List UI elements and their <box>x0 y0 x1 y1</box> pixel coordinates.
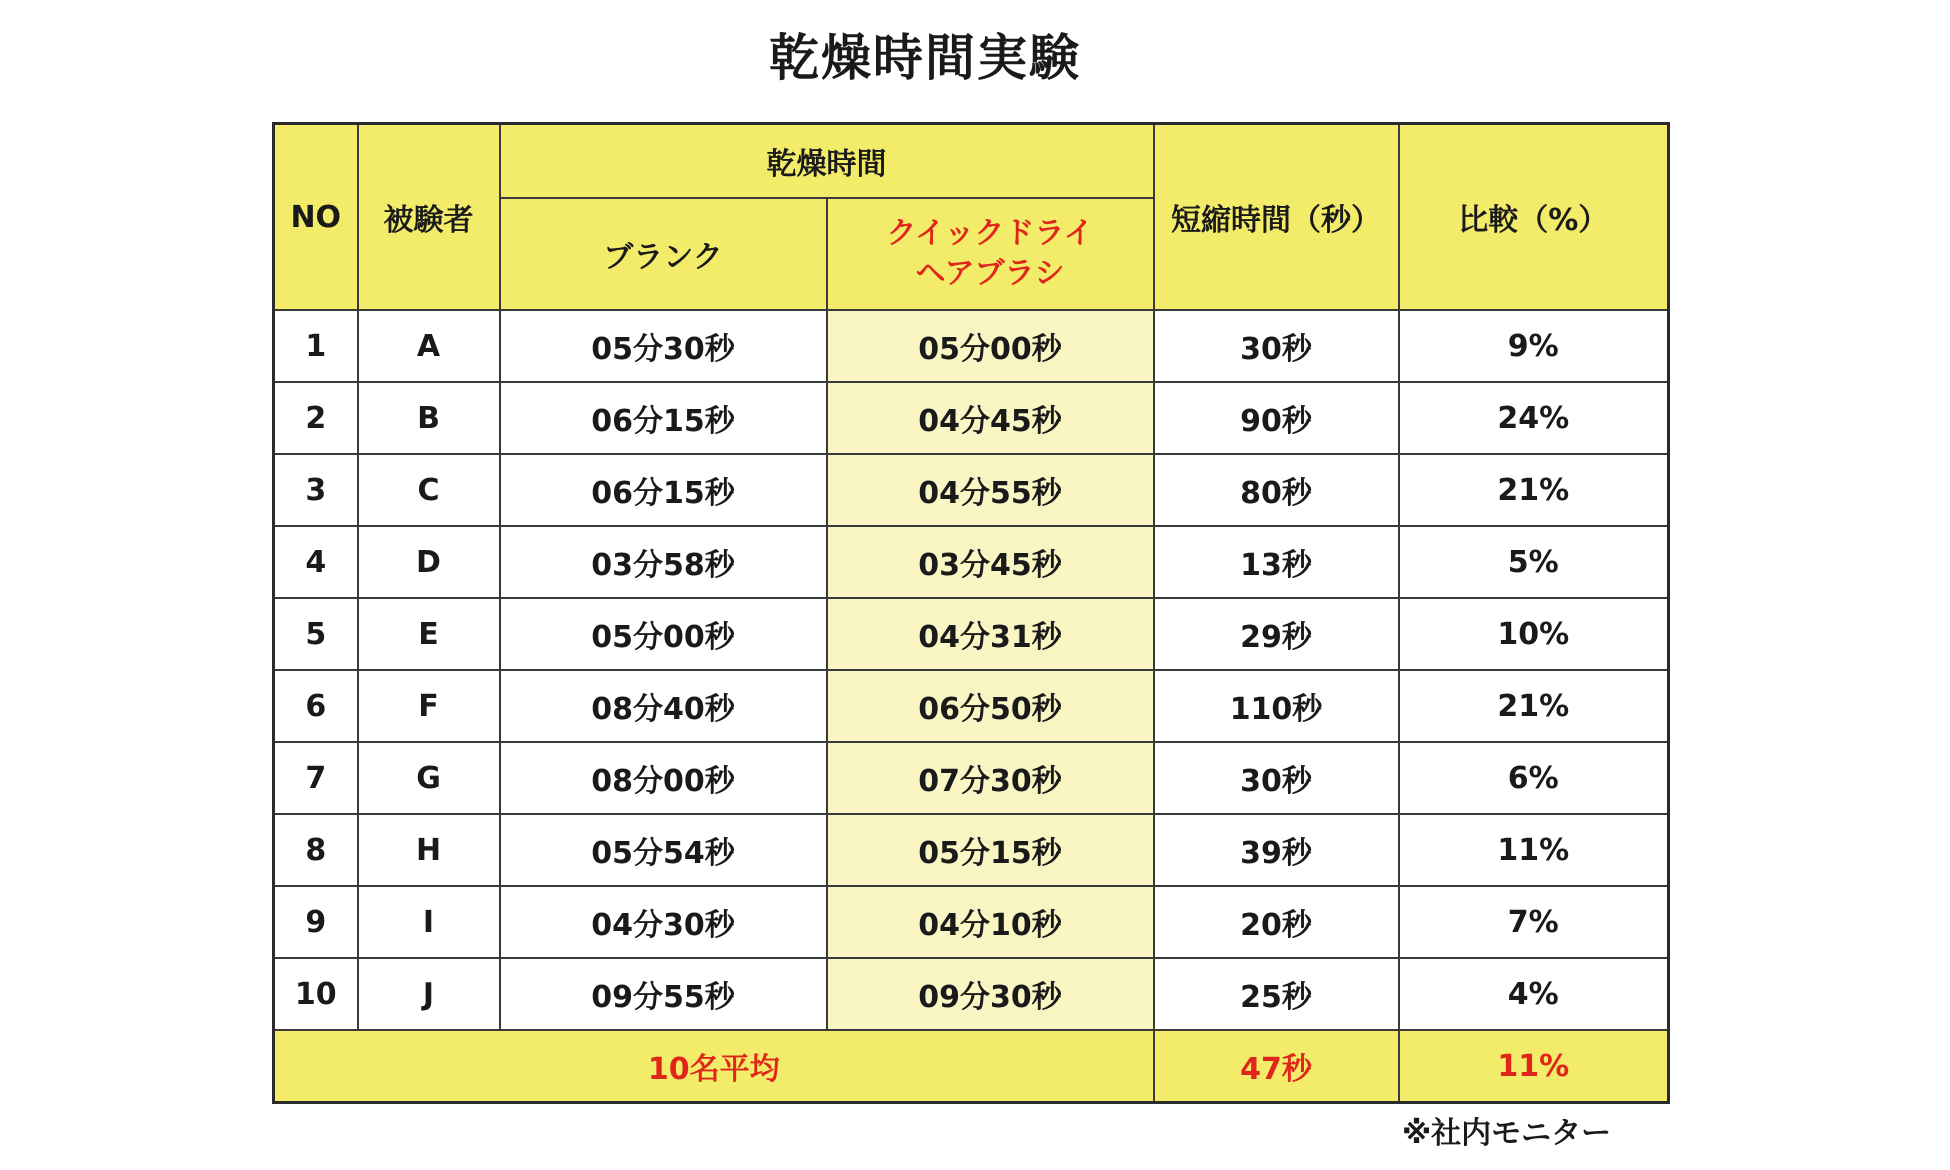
header-subject: 被験者 <box>358 124 500 311</box>
cell-comparison: 5% <box>1399 526 1669 598</box>
table-body <box>274 310 1669 1030</box>
cell-quickdry: 05分00秒 <box>827 310 1154 382</box>
cell-reduction: 39秒 <box>1154 814 1399 886</box>
cell-quickdry: 04分31秒 <box>827 598 1154 670</box>
cell-reduction: 90秒 <box>1154 382 1399 454</box>
cell-no: 5 <box>274 598 358 670</box>
cell-quickdry: 04分10秒 <box>827 886 1154 958</box>
footnote: ※社内モニター <box>1402 1116 1612 1151</box>
cell-no: 10 <box>274 958 358 1030</box>
cell-quickdry: 05分15秒 <box>827 814 1154 886</box>
cell-blank: 06分15秒 <box>500 454 827 526</box>
header-reduction: 短縮時間（秒） <box>1154 124 1399 311</box>
cell-quickdry: 09分30秒 <box>827 958 1154 1030</box>
cell-quickdry: 04分45秒 <box>827 382 1154 454</box>
cell-comparison: 11% <box>1399 814 1669 886</box>
average-label: 10名平均 <box>274 1030 1154 1103</box>
cell-comparison: 4% <box>1399 958 1669 1030</box>
table-row <box>274 382 1669 454</box>
table-row <box>274 526 1669 598</box>
cell-no: 8 <box>274 814 358 886</box>
cell-quickdry: 04分55秒 <box>827 454 1154 526</box>
header-dry-time: 乾燥時間 <box>500 124 1154 199</box>
cell-blank: 05分54秒 <box>500 814 827 886</box>
average-comparison: 11% <box>1399 1030 1669 1103</box>
cell-reduction: 25秒 <box>1154 958 1399 1030</box>
page-title: 乾燥時間実験 <box>769 29 1081 87</box>
cell-quickdry: 07分30秒 <box>827 742 1154 814</box>
cell-reduction: 80秒 <box>1154 454 1399 526</box>
cell-reduction: 30秒 <box>1154 310 1399 382</box>
cell-comparison: 9% <box>1399 310 1669 382</box>
cell-subject: G <box>358 742 500 814</box>
cell-reduction: 110秒 <box>1154 670 1399 742</box>
cell-blank: 06分15秒 <box>500 382 827 454</box>
cell-subject: J <box>358 958 500 1030</box>
cell-comparison: 21% <box>1399 670 1669 742</box>
cell-blank: 04分30秒 <box>500 886 827 958</box>
cell-subject: B <box>358 382 500 454</box>
cell-no: 1 <box>274 310 358 382</box>
cell-comparison: 24% <box>1399 382 1669 454</box>
cell-no: 4 <box>274 526 358 598</box>
table-row <box>274 958 1669 1030</box>
cell-reduction: 20秒 <box>1154 886 1399 958</box>
cell-blank: 08分00秒 <box>500 742 827 814</box>
cell-no: 9 <box>274 886 358 958</box>
table-row <box>274 814 1669 886</box>
cell-subject: D <box>358 526 500 598</box>
cell-blank: 08分40秒 <box>500 670 827 742</box>
drying-time-table <box>272 122 1670 1104</box>
table-row <box>274 670 1669 742</box>
header-comparison: 比較（%） <box>1399 124 1669 311</box>
table-row <box>274 886 1669 958</box>
cell-blank: 03分58秒 <box>500 526 827 598</box>
header-no: NO <box>274 124 358 311</box>
cell-blank: 09分55秒 <box>500 958 827 1030</box>
cell-quickdry: 06分50秒 <box>827 670 1154 742</box>
cell-subject: A <box>358 310 500 382</box>
average-row <box>274 1030 1669 1103</box>
table-row <box>274 598 1669 670</box>
cell-subject: I <box>358 886 500 958</box>
cell-no: 3 <box>274 454 358 526</box>
cell-reduction: 29秒 <box>1154 598 1399 670</box>
cell-subject: H <box>358 814 500 886</box>
cell-blank: 05分30秒 <box>500 310 827 382</box>
cell-reduction: 30秒 <box>1154 742 1399 814</box>
cell-comparison: 10% <box>1399 598 1669 670</box>
cell-comparison: 6% <box>1399 742 1669 814</box>
cell-comparison: 21% <box>1399 454 1669 526</box>
cell-no: 7 <box>274 742 358 814</box>
cell-subject: E <box>358 598 500 670</box>
header-blank: ブランク <box>500 198 827 310</box>
table-row <box>274 454 1669 526</box>
table-row <box>274 742 1669 814</box>
header-quickdry: クイックドライ ヘアブラシ <box>827 198 1154 310</box>
cell-quickdry: 03分45秒 <box>827 526 1154 598</box>
cell-blank: 05分00秒 <box>500 598 827 670</box>
cell-comparison: 7% <box>1399 886 1669 958</box>
cell-subject: C <box>358 454 500 526</box>
table-row <box>274 310 1669 382</box>
cell-no: 2 <box>274 382 358 454</box>
average-reduction: 47秒 <box>1154 1030 1399 1103</box>
cell-reduction: 13秒 <box>1154 526 1399 598</box>
cell-no: 6 <box>274 670 358 742</box>
cell-subject: F <box>358 670 500 742</box>
